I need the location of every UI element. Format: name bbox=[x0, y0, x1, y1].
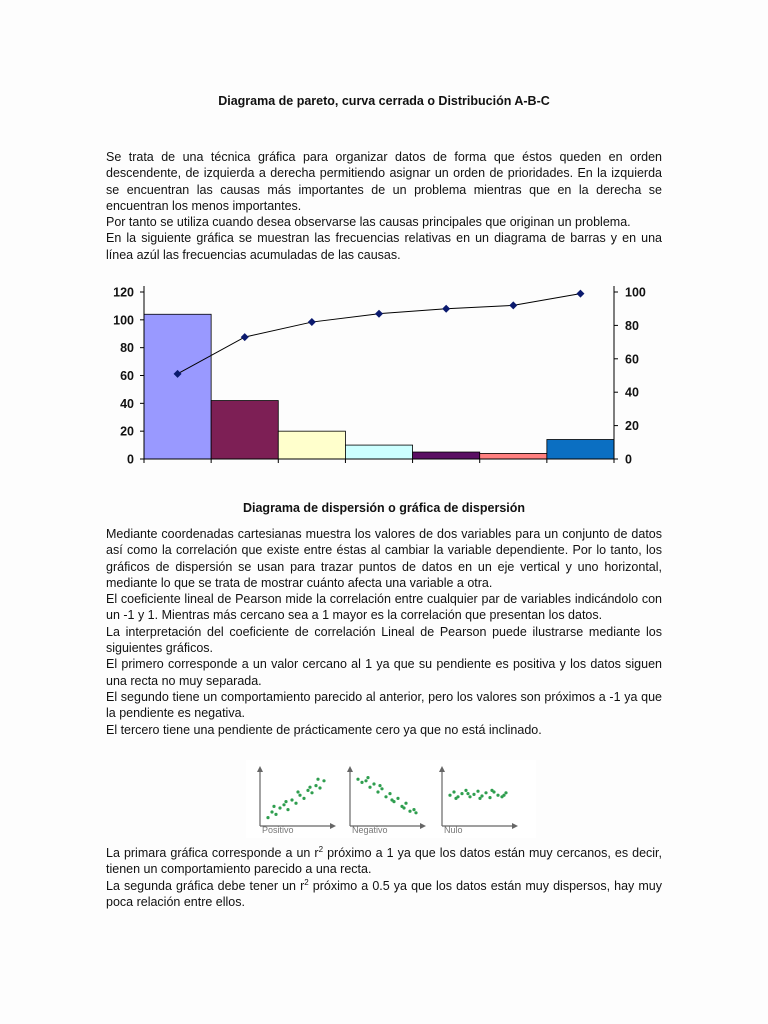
scatter-point bbox=[306, 789, 309, 792]
pareto-bar bbox=[413, 452, 480, 459]
cumulative-point bbox=[241, 333, 249, 341]
left-tick-label: 80 bbox=[120, 341, 134, 356]
scatter-point bbox=[290, 798, 293, 801]
left-tick-label: 20 bbox=[120, 424, 134, 439]
scatter-point bbox=[484, 791, 487, 794]
dispersion-text bbox=[106, 526, 662, 738]
scatter-point bbox=[466, 792, 469, 795]
right-tick-label: 0 bbox=[625, 452, 632, 467]
scatter-point bbox=[448, 794, 451, 797]
scatter-point bbox=[502, 794, 505, 797]
scatter-point bbox=[384, 795, 387, 798]
scatter-point bbox=[378, 784, 381, 787]
left-tick-label: 120 bbox=[113, 285, 134, 300]
scatter-point bbox=[272, 805, 275, 808]
scatter-point bbox=[396, 797, 399, 800]
scatter-point bbox=[298, 794, 301, 797]
scatter-point bbox=[360, 781, 363, 784]
cumulative-point bbox=[442, 305, 450, 313]
cumulative-point bbox=[375, 310, 383, 318]
dispersion-paragraph: El segundo tiene un comportamiento parecido al anterior, pero los valores son próximos a -1 ya que la pendiente es negativa. bbox=[106, 689, 662, 721]
scatter-point bbox=[478, 797, 481, 800]
superscript: 2 bbox=[318, 844, 324, 854]
scatter-panel-label: Nulo bbox=[444, 825, 463, 835]
right-tick-label: 20 bbox=[625, 419, 639, 434]
cumulative-line bbox=[178, 294, 581, 374]
pareto-bar bbox=[211, 401, 278, 459]
pareto-bar bbox=[547, 440, 614, 459]
scatter-point bbox=[368, 786, 371, 789]
scatter-point bbox=[412, 808, 415, 811]
pareto-paragraph: Se trata de una técnica gráfica para organizar datos de forma que éstos queden en orden descendente, de izquierda a derecha permitiendo asignar un orden de prioridades. En la izquierda se encuentran las causas más importantes de un problema mientras que en la derecha se encuentran los menos importantes. bbox=[106, 150, 662, 213]
superscript: 2 bbox=[304, 877, 309, 887]
scatter-point bbox=[454, 797, 457, 800]
scatter-examples-figure bbox=[246, 760, 536, 838]
right-tick-label: 80 bbox=[625, 318, 639, 333]
right-tick-label: 60 bbox=[625, 352, 639, 367]
left-tick-label: 40 bbox=[120, 396, 134, 411]
left-tick-label: 100 bbox=[113, 313, 134, 328]
scatter-point bbox=[460, 792, 463, 795]
scatter-point bbox=[296, 790, 299, 793]
scatter-point bbox=[366, 776, 369, 779]
left-tick-label: 0 bbox=[127, 452, 134, 467]
conclusion-paragraph bbox=[106, 878, 662, 911]
conclusion-text-part: La primara gráfica corresponde a un r bbox=[106, 846, 319, 860]
scatter-point bbox=[274, 813, 277, 816]
scatter-point bbox=[390, 798, 393, 801]
scatter-point bbox=[270, 810, 273, 813]
conclusion-text-part: próximo a 0.5 ya que los datos están muy dispersos, hay muy poca relación entre ellos. bbox=[106, 878, 662, 909]
scatter-point bbox=[488, 796, 491, 799]
scatter-panel-label: Positivo bbox=[262, 825, 294, 835]
pareto-paragraph: Por tanto se utiliza cuando desea observarse las causas principales que originan un problema. bbox=[106, 215, 631, 230]
scatter-point bbox=[490, 789, 493, 792]
pareto-text bbox=[106, 149, 662, 263]
scatter-point bbox=[388, 792, 391, 795]
scatter-point bbox=[364, 779, 367, 782]
pareto-title: Diagrama de pareto, curva cerrada o Distribución A-B-C bbox=[218, 94, 550, 108]
scatter-point bbox=[266, 816, 269, 819]
scatter-point bbox=[278, 806, 281, 809]
dispersion-paragraph: El tercero tiene una pendiente de prácticamente cero ya que no está inclinado. bbox=[106, 722, 542, 737]
scatter-point bbox=[316, 778, 319, 781]
scatter-point bbox=[302, 797, 305, 800]
scatter-point bbox=[310, 791, 313, 794]
scatter-point bbox=[468, 795, 471, 798]
right-tick-label: 40 bbox=[625, 385, 639, 400]
scatter-panel-label: Negativo bbox=[352, 825, 388, 835]
scatter-point bbox=[294, 802, 297, 805]
scatter-point bbox=[376, 790, 379, 793]
scatter-point bbox=[464, 789, 467, 792]
pareto-bar bbox=[345, 445, 412, 459]
cumulative-point bbox=[509, 301, 517, 309]
right-tick-label: 100 bbox=[625, 285, 646, 300]
dispersion-paragraph: Mediante coordenadas cartesianas muestra los valores de dos variables para un conjunto de datos así como la correlación que existe entre éstas al cambiar la variable dependiente. Por lo tanto, los gráficos de dispersión se usan para trazar puntos de datos en un eje vertical y uno horizontal, mediante lo que se trata de mostrar cuánto afecta una variable a otra. bbox=[106, 527, 662, 590]
scatter-point bbox=[472, 793, 475, 796]
pareto-bar bbox=[278, 431, 345, 459]
scatter-point bbox=[414, 811, 417, 814]
cumulative-point bbox=[308, 318, 316, 326]
pareto-paragraph: En la siguiente gráfica se muestran las frecuencias relativas en un diagrama de barras y en una línea azúl las frecuencias acumuladas de las causas. bbox=[106, 231, 662, 262]
dispersion-title: Diagrama de dispersión o gráfica de dispersión bbox=[242, 501, 526, 515]
scatter-point bbox=[308, 786, 311, 789]
conclusion-text bbox=[106, 845, 662, 910]
scatter-point bbox=[380, 787, 383, 790]
pareto-chart bbox=[100, 280, 670, 470]
conclusion-paragraph bbox=[106, 845, 662, 878]
scatter-point bbox=[356, 778, 359, 781]
scatter-point bbox=[282, 803, 285, 806]
scatter-point bbox=[402, 806, 405, 809]
conclusion-text-part: próximo a 1 ya que los datos están muy cercanos, es decir, tienen un comportamiento parecido a una recta. bbox=[106, 846, 663, 877]
scatter-point bbox=[318, 786, 321, 789]
scatter-point bbox=[286, 808, 289, 811]
dispersion-paragraph: La interpretación del coeficiente de correlación Lineal de Pearson puede ilustrarse mediante los siguientes gráficos. bbox=[106, 624, 662, 656]
dispersion-paragraph: El coeficiente lineal de Pearson mide la correlación entre cualquier par de variables indicándolo con un -1 y 1. Mientras más cercano sea a 1 mayor es la correlación que presentan los datos. bbox=[106, 592, 662, 623]
scatter-point bbox=[496, 794, 499, 797]
pareto-bar bbox=[480, 453, 547, 459]
scatter-point bbox=[314, 784, 317, 787]
left-tick-label: 60 bbox=[120, 369, 134, 383]
scatter-point bbox=[404, 802, 407, 805]
cumulative-point bbox=[576, 290, 584, 298]
conclusion-text-part: La segunda gráfica debe tener un r bbox=[106, 878, 305, 893]
dispersion-paragraph: El primero corresponde a un valor cercano al 1 ya que su pendiente es positiva y los datos siguen una recta no muy separada. bbox=[106, 657, 662, 688]
scatter-point bbox=[372, 782, 375, 785]
scatter-point bbox=[408, 810, 411, 813]
pareto-bar bbox=[144, 314, 211, 459]
scatter-point bbox=[452, 790, 455, 793]
scatter-point bbox=[284, 800, 287, 803]
scatter-point bbox=[476, 790, 479, 793]
scatter-point bbox=[322, 779, 325, 782]
